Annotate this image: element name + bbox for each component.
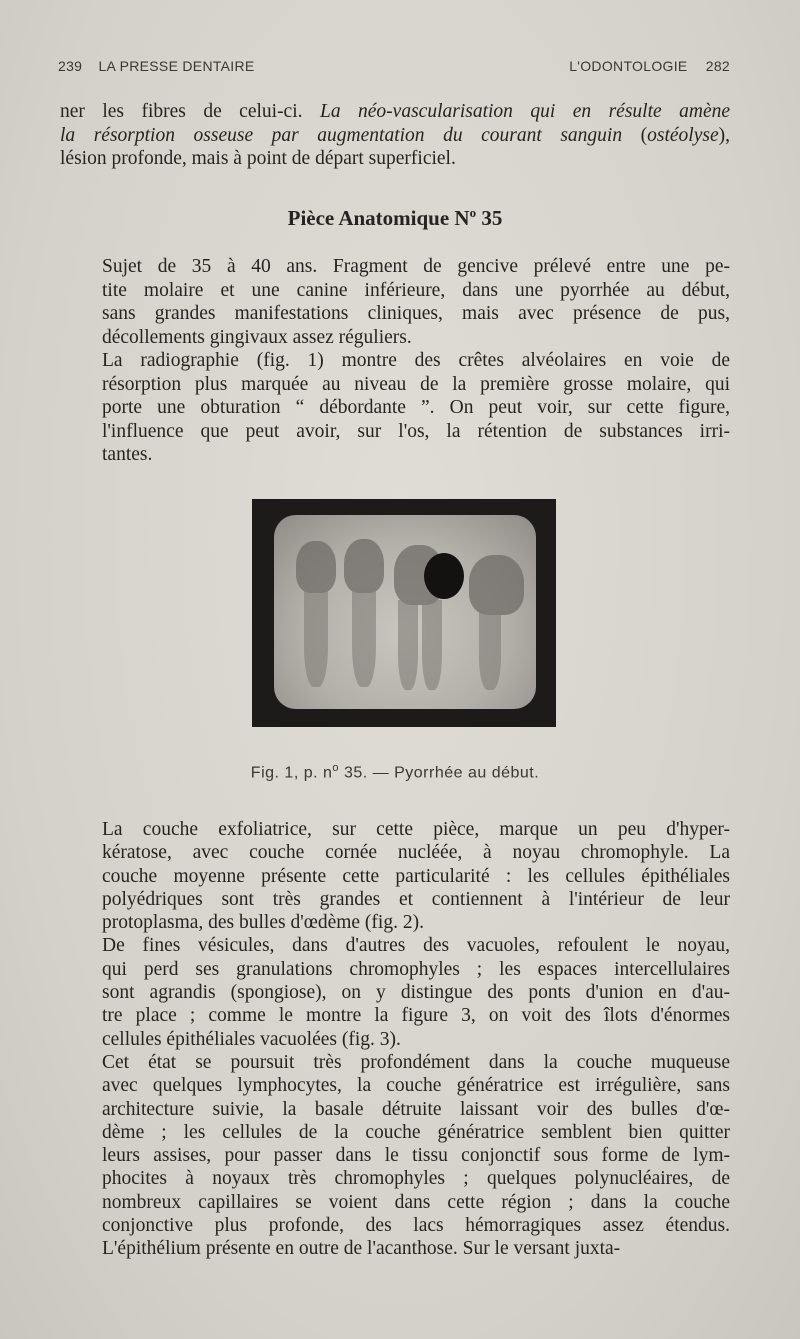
text-line: polyédriques sont très grandes et contiennent à l'intérieur de leur [102,888,730,910]
text-line: phocites à noyaux très chromophyles ; quelques polynucléaires, de [102,1168,730,1190]
text-line: Sujet de 35 à 40 ans. Fragment de gencive prélevé entre une pe- [102,256,730,277]
text-line: leurs assises, pour passer dans le tissu conjonctif sous forme de lym- [102,1145,730,1167]
intro-text-2c: ostéolyse [647,124,719,146]
text-line: kératose, avec couche cornée nucléée, à noyau chromophyle. La [102,842,730,864]
body-section-1 [60,255,730,467]
text-line: résorption plus marquée au niveau de la première grosse molaire, qui [102,373,730,395]
text-line: avec quelques lymphocytes, la couche génératrice est irrégulière, sans [102,1075,730,1097]
intro-line-1 [60,100,730,124]
running-header [58,58,730,80]
section-title-number: 35 [476,206,503,230]
text-line: sont agrandis (spongiose), on y distingue des ponts d'union en d'au- [102,982,730,1004]
section-title-text: Pièce Anatomique N [287,206,470,230]
paragraph-subject [60,255,730,349]
caption-sup: o [332,762,340,774]
section-heading [60,205,730,231]
intro-line-2 [60,124,730,148]
text-line: architecture suivie, la basale détruite laissant voir des bulles d'œ- [102,1098,730,1120]
paragraph-mucous-layer [60,1051,730,1261]
text-line: L'épithélium présente en outre de l'acanthose. Sur le versant juxta- [102,1238,621,1260]
intro-text-2b: ( [622,124,648,146]
section-title-sup: o [469,205,477,220]
intro-text-2a: la résorption osseuse par augmentation du courant sanguin [60,124,623,146]
text-line: tre place ; comme le montre la figure 3, on voit des îlots d'énormes [102,1005,730,1027]
text-line: porte une obturation “ débordante ”. On peut voir, sur cette figure, [102,397,730,418]
left-journal-title: LA PRESSE DENTAIRE [98,58,255,74]
text-line: La radiographie (fig. 1) montre des crêtes alvéolaires en voie de [102,350,730,371]
paragraph-radiography [60,349,730,467]
text-line: qui perd ses granulations chromophyles ; les espaces intercellulaires [102,958,730,980]
caption-text-b: 35. — Pyorrhée au début. [339,764,540,782]
paragraph-vesicles [60,934,730,1050]
text-line: tite molaire et une canine inférieure, dans une pyorrhée au début, [102,279,730,301]
text-line: Cet état se poursuit très profondément dans la couche muqueuse [102,1051,730,1073]
radiograph-figure [252,499,556,727]
intro-line-3: lésion profonde, mais à point de départ superficiel. [60,148,456,169]
text-line: sans grandes manifestations cliniques, mais avec présence de pus, [102,303,730,324]
radiograph-image [274,515,536,709]
body-section-2 [60,818,730,1261]
intro-text-2d: ), [718,124,730,146]
text-line: couche moyenne présente cette particularité : les cellules épithéliales [102,865,730,887]
intro-paragraph [60,100,730,171]
right-journal-title: L'ODONTOLOGIE [569,58,688,74]
right-page-number: 282 [705,58,730,74]
paragraph-exfoliative-layer [60,818,730,934]
text-line: l'influence que peut avoir, sur l'os, la rétention de substances irri- [102,420,730,442]
filling-mark [424,553,464,599]
text-line: tantes. [102,444,153,465]
figure-caption [60,762,730,782]
intro-text-1b: La néo-vascularisation qui en résulte amène [319,101,731,122]
text-line: La couche exfoliatrice, sur cette pièce, marque un peu d'hyper- [102,819,730,840]
intro-text-1a: ner les fibres de celui-ci. [60,101,320,122]
header-right [569,58,730,74]
text-line: protoplasma, des bulles d'œdème (fig. 2). [102,912,424,934]
caption-text-a: Fig. 1, p. n [250,764,333,782]
text-line: De fines vésicules, dans d'autres des vacuoles, refoulent le noyau, [102,935,730,957]
text-line: nombreux capillaires se voient dans cette région ; dans la couche [102,1191,730,1213]
text-line: conjonctive plus profonde, des lacs hémorragiques assez étendus. [102,1215,730,1237]
text-line: décollements gingivaux assez réguliers. [102,326,412,348]
text-line: cellules épithéliales vacuolées (fig. 3). [102,1028,401,1050]
text-line: dème ; les cellules de la couche génératrice semblent bien quitter [102,1121,730,1143]
header-left [58,58,255,74]
left-page-number: 239 [58,58,83,74]
